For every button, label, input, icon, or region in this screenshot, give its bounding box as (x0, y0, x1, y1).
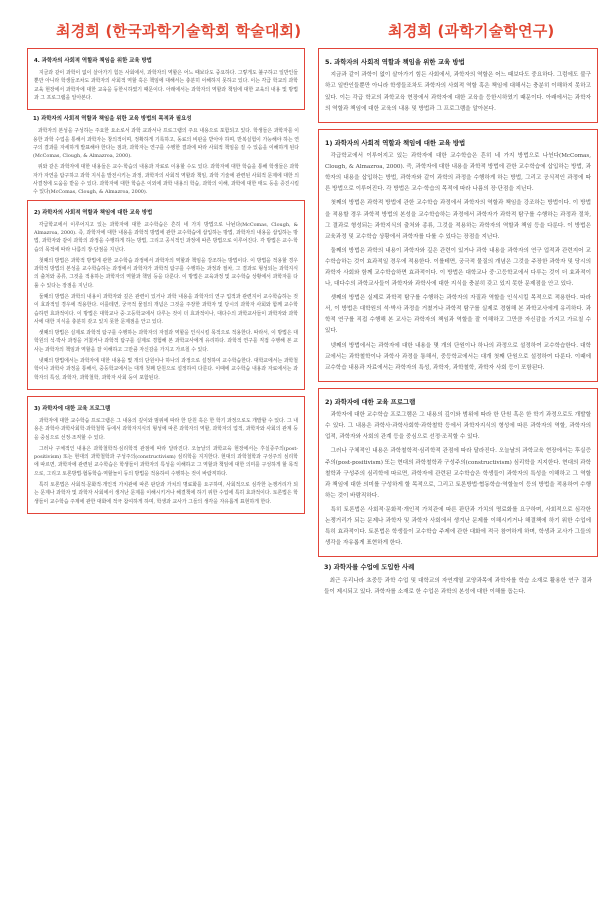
paragraph: 지금과 같이 과학이 없이 살아가기 힘든 사회에서, 과학자의 역할은 어느 때보다도 중요하다. 그렇게도 불구하고 일반인들뿐만 아니라 학생들조차도 과학자의 사회적 역할 혹은 책임에 대해서는 충분히 이해하지 못하고 있다. 이는 각급 학교의 과학교육 현장에서 과학자에 대한 교육을 등한시하였기 때문이다. 아래에서는 과학자의 역할과 책임에 대한 교육의 내용 및 방법과 그 프로그램을 알아본다. (34, 70, 298, 101)
highlighted-section (318, 129, 598, 382)
paragraph: 첫째의 방법은 과학적 방법에 관한 교수학습 과정에서 과학자의 역할과 책임을 강조하는 방법이다. 이 방법을 적용할 경우 과학적 방법의 본성을 교수학습하는 과정에서 과학자가 과학적 탐구를 수행하는 과정과 절차, 그 결과로 형성되는 과학지식의 출처와 종류, 그것을 적용하는 과학자의 역할과 책임 등을 다룬다. 이 방법은 교육과정 및 교수학습 상황에서 과학자를 다룰 수 있다는 장점을 지닌다. (34, 257, 298, 289)
highlighted-section (318, 388, 598, 557)
paragraph: 특히 토론법은 사회적·문화적·개인적 가치관에 따른 판단과 가치의 명료화를 요구하며, 사회적으로 심각한 논쟁거리가 되는 문제나 과학자 및 과학자 사회에서 생겨난 문제를 이해시키거나 해결책에 하기 위한 수업에 특히 효과적이다. 토론법은 학생들이 교수학습 주제에 관한 대화에 적극 참여하게 하며, 학생과 교사가 그들의 생각을 자유롭게 표현하게 한다. (325, 506, 591, 547)
paragraph: 넷째의 방법에서는 과학자에 대한 내용을 몇 개의 단원이나 하나의 과정으로 설정하여 교수학습한다. 대학교에서는 과학철학이나 과학사 과정을 통해서, 중등학교에서는 대개 첫째 단원으로 설정하여 다룬다. 이때에 교수학습 내용과 자료에서는 과학자의 특성, 과학자, 과학철학, 과학자 사회 등이 포함된다. (325, 342, 591, 371)
section-heading: 3) 과학자에 대한 교육 프로그램 (34, 405, 111, 412)
left-document (27, 48, 305, 901)
right-column-title: 최경희 (과학기술학연구) (388, 22, 555, 40)
paragraph: 과학자에 대한 교수학습 프로그램은 그 내용의 깊이와 범위에 따라 한 단원 혹은 한 학기 과정으로도 개발할 수 있다. 그 내용은 과학사·과학사회학·과학철학 등에서 과학자지식의 형성에 따른 과학자의 역할, 과학자의 업적, 과학자와 사회의 관계 등을 중심으로 선정·조직할 수 있다. (325, 412, 591, 441)
highlighted-section (27, 200, 305, 390)
right-document (318, 48, 598, 901)
paragraph: 첫째의 방법은 과학적 방법에 관한 교수학습 과정에서 과학자의 역할과 책임을 강조하는 방법이다. 이 방법을 적용할 경우 과학적 방법의 본성을 교수학습하는 과정에서 과학자가 과학적 탐구를 수행하는 과정과 절차, 그 결과로 형성되는 과학지식의 출처와 종류, 그것을 적용하는 과학자의 역할과 책임 등을 다룬다. 이 방법은 교육과정 및 교수학습 상황에서 과학자를 다룰 수 있다는 장점을 지닌다. (325, 200, 591, 240)
paragraph: 그러나 구체적인 내용은 과학철학적·심리학적 관점에 따라 달라진다. 오늘날의 과학교육 현장에서는 후실증주의(post-positivism) 또는 현대의 과학철학과 구성주의(constructivism) 심리학을 지지한다. 현대의 과학철학과 구성주의 심리학에 따르면, 과학자에 관련된 교수학습은 학생들이 과학자의 특성을 이해하고 그 역할과 책임에 대한 의미를 구성하게 할 목적으로, 그리고 토론방법·협동학습·역할놀이 등의 방법을 적용하여 수행하는 것이 바람직하다. (34, 445, 298, 477)
paragraph: 과학자에 대한 교수학습 프로그램은 그 내용의 깊이와 범위에 따라 한 단원 혹은 한 학기 과정으로도 개발할 수 있다. 그 내용은 과학사·과학사회학·과학철학 등에서 과학자지식의 형성에 따른 과학자의 역할, 과학자의 업적, 과학자와 사회의 관계 등을 중심으로 선정·조직할 수 있다. (34, 417, 298, 441)
section-heading: 1) 과학자의 사회적 역할과 책임에 대한 교육 방법 (325, 138, 466, 147)
paragraph: 과학자의 본성을 구성하는 주요한 요소로서 과학 교과서나 프로그램의 주요 내용으로 포함되고 있다. 학생들은 과학자를 이용한 과학 수업을 통해서 과학자는 창의적이며, 정확하게 기록하고, 동료의 비판을 받아야 하며, 반복실험이 가능해야 하는 연구의 결과를 자세하게 발표해야 한다는 점과, 과학자는 연구를 수행한 결과에 따라 사회적 책임을 질 수 있음을 이해하게 된다(McComas, Clough, & Almazroa, 2000). (33, 128, 299, 160)
paragraph: 각급학교에서 이루어지고 있는 과학자에 대한 교수학습은 흔히 네 가지 방법으로 나뉜다(McComas, Clough, & Almazroa, 2000). 즉, 과학자에 대한 내용을 과학적 방법에 관한 교수학습에 삽입하는 방법, 과학자의 내용을 삽입하는 방법, 과학자와 같이 과학의 과정을 수행하게 하는 방법, 그리고 공식적인 과정에 따른 방법으로 이루어진다. 각 방법은 교수·학습의 목적에 따라 나름의 장·단점을 지닌다. (34, 221, 298, 253)
paragraph: 둘째의 방법은 과학의 내용이 과학자와 깊은 관련이 있거나 과학 내용을 과학자의 연구 업적과 관련지어 교수학습하는 것이 효과적일 경우에 적용한다. 이를테면, 궁극적 물질의 개념은 그것을 주장한 과학자 및 당시의 과학자 사회와 함께 교수학습하면 효과적이다. 이 방법은 대학교나 중·고등학교에서 다루는 것이 더 효과적이나, 대다수의 과학교사들이 과학자와 과학사에 대한 지식을 충분히 갖고 있지 못한 문제점을 안고 있다. (34, 293, 298, 325)
highlighted-section (27, 48, 305, 110)
section-heading: 4. 과학자의 사회적 역할과 책임을 위한 교육 방법 (34, 58, 152, 64)
highlighted-section (27, 396, 305, 514)
paragraph: 지금과 같이 과학이 없이 살아가기 힘든 사회에서, 과학자의 역할은 어느 때보다도 중요하다. 그럼에도 불구하고 일반인들뿐만 아니라 학생들조차도 과학자의 사회적 역할 혹은 책임에 대해서는 충분히 이해하지 못하고 있다. 이는 각급 학교의 과학교육 현장에서 과학자에 대한 교육을 등한시하였기 때문이다. 아래에서는 과학자의 역할과 책임에 대한 교육의 내용 및 방법과 그 프로그램을 알아본다. (325, 72, 591, 112)
left-column-title: 최경희 (한국과학기술학회 학술대회) (56, 22, 302, 40)
section (27, 116, 305, 196)
section-heading: 5. 과학자의 사회적 역할과 책임을 위한 교육 방법 (325, 58, 465, 66)
paragraph: 위와 같은 과학자에 대한 내용들은 교수·학습의 내용과 자료로 이용할 수도 있다. 과학자에 대한 학습을 통해 학생들은 과학자가 자연을 탐구하고 과학 지식을 발전시키는 과정, 과학자의 사회적 역할과 책임, 과학 기술에 관련된 사회적 문제에 대한 의사결정에 도움을 받을 수 있다. 과학자에 대한 학습은 이외에 과학 내용의 학습, 과학의 이해, 과학에 대한 태도 등을 증진시킬 수 있다(McComas, Clough, & Almazroa, 2000). (33, 164, 299, 196)
paragraph: 넷째의 방법에서는 과학자에 대한 내용을 몇 개의 단원이나 하나의 과정으로 설정하여 교수학습한다. 대학교에서는 과학철학이나 과학사 과정을 통해서, 중등학교에서는 대개 첫째 단원으로 설정하여 다룬다. 이때에 교수학습 내용과 자료에서는 과학자의 특성, 과학자, 과학철학, 과학자 사회 등이 포함된다. (34, 358, 298, 381)
highlighted-section (318, 48, 598, 123)
paragraph: 최근 우리나라 초중등 과학 수업 및 대학교의 자연계열 교양과목에 과학자를 학습 소재로 활용한 연구 결과들이 제시되고 있다. 과학자를 소재로 한 수업은 과학의 본성에 대한 이해를 돕는다. (324, 577, 592, 595)
section (318, 563, 598, 598)
section-heading: 1) 과학자의 사회적 역할과 책임을 위한 교육 방법의 목적과 필요성 (33, 116, 192, 123)
paragraph: 그러나 구체적인 내용은 과학철학적·심리학적 관점에 따라 달라진다. 오늘날의 과학교육 현장에서는 후실증주의(post-positivism) 또는 현대의 과학철학과 구성주의(constructivism) 심리학을 지지한다. 현대의 과학철학과 구성주의 심리학에 따르면, 과학자에 관련된 교수학습은 학생들이 과학자의 특성을 이해하고 그 역할과 책임에 대한 의미를 구성하게 할 목적으로, 그리고 토론방법·협동학습·역할놀이 등의 방법을 적용하여 수행하는 것이 바람직하다. (325, 448, 591, 499)
paragraph: 특히 토론법은 사회적·문화적·개인적 가치관에 따른 판단과 가치의 명료화를 요구하며, 사회적으로 심각한 논쟁거리가 되는 문제나 과학자 및 과학자 사회에서 생겨난 문제를 이해시키거나 해결책에 하기 위한 수업에 특히 효과적이다. 토론법은 학생들이 교수학습 주제에 관한 대화에 적극 참여하게 하며, 학생과 교사가 그들의 생각을 자유롭게 표현하게 한다. (34, 482, 298, 505)
section-heading: 2) 과학자에 대한 교육 프로그램 (325, 397, 416, 406)
section-heading: 3) 과학자를 수업에 도입한 사례 (324, 563, 415, 572)
paragraph: 둘째의 방법은 과학의 내용이 과학자와 깊은 관련이 있거나 과학 내용을 과학자의 연구 업적과 관련지어 교수학습하는 것이 효과적일 경우에 적용한다. 이를테면, 궁극적 물질의 개념은 그것을 주장한 과학자 및 당시의 과학자 사회와 함께 교수학습하면 효과적이다. 이 방법은 대학교나 중·고등학교에서 다루는 것이 더 효과적이나, 대다수의 과학교사들이 과학자와 과학사에 대한 지식을 충분히 갖고 있지 못한 문제점을 안고 있다. (325, 247, 591, 288)
paragraph: 각급학교에서 이루어지고 있는 과학자에 대한 교수학습은 흔히 네 가지 방법으로 나뉜다(McComas, Clough, & Almazroa, 2000). 즉, 과학자에 대한 내용을 과학적 방법에 관한 교수학습에 삽입하는 방법, 과학자의 내용을 삽입하는 방법, 과학자와 같이 과학의 과정을 수행하게 하는 방법, 그리고 공식적인 과정에 따른 방법으로 이루어진다. 각 방법은 교수·학습의 목적에 따라 나름의 장·단점을 지닌다. (325, 153, 591, 193)
paragraph: 셋째의 방법은 실제로 과학적 탐구를 수행하는 과학자의 자질과 역할을 인식시킬 목적으로 적용한다. 따라서, 이 방법은 대학원의 석·박사 과정을 거쳤거나 과학적 탐구를 실제로 경험해 본 과학교사에게 유리하다. 과학적 연구를 직접 수행해 본 교사는 과학자의 책임과 역할을 잘 이해하고 그만큼 자신감을 가지고 가르칠 수 있다. (325, 295, 591, 335)
paragraph: 셋째의 방법은 실제로 과학적 탐구를 수행하는 과학자의 자질과 역할을 인식시킬 목적으로 적용한다. 따라서, 이 방법은 대학원의 석·박사 과정을 거쳤거나 과학적 탐구를 실제로 경험해 본 과학교사에게 유리하다. 과학적 연구를 직접 수행해 본 교사는 과학자의 책임과 역할을 잘 이해하고 그만큼 자신감을 가지고 가르칠 수 있다. (34, 330, 298, 353)
section-heading: 2) 과학자의 사회적 역할과 책임에 대한 교육 방법 (34, 209, 153, 216)
